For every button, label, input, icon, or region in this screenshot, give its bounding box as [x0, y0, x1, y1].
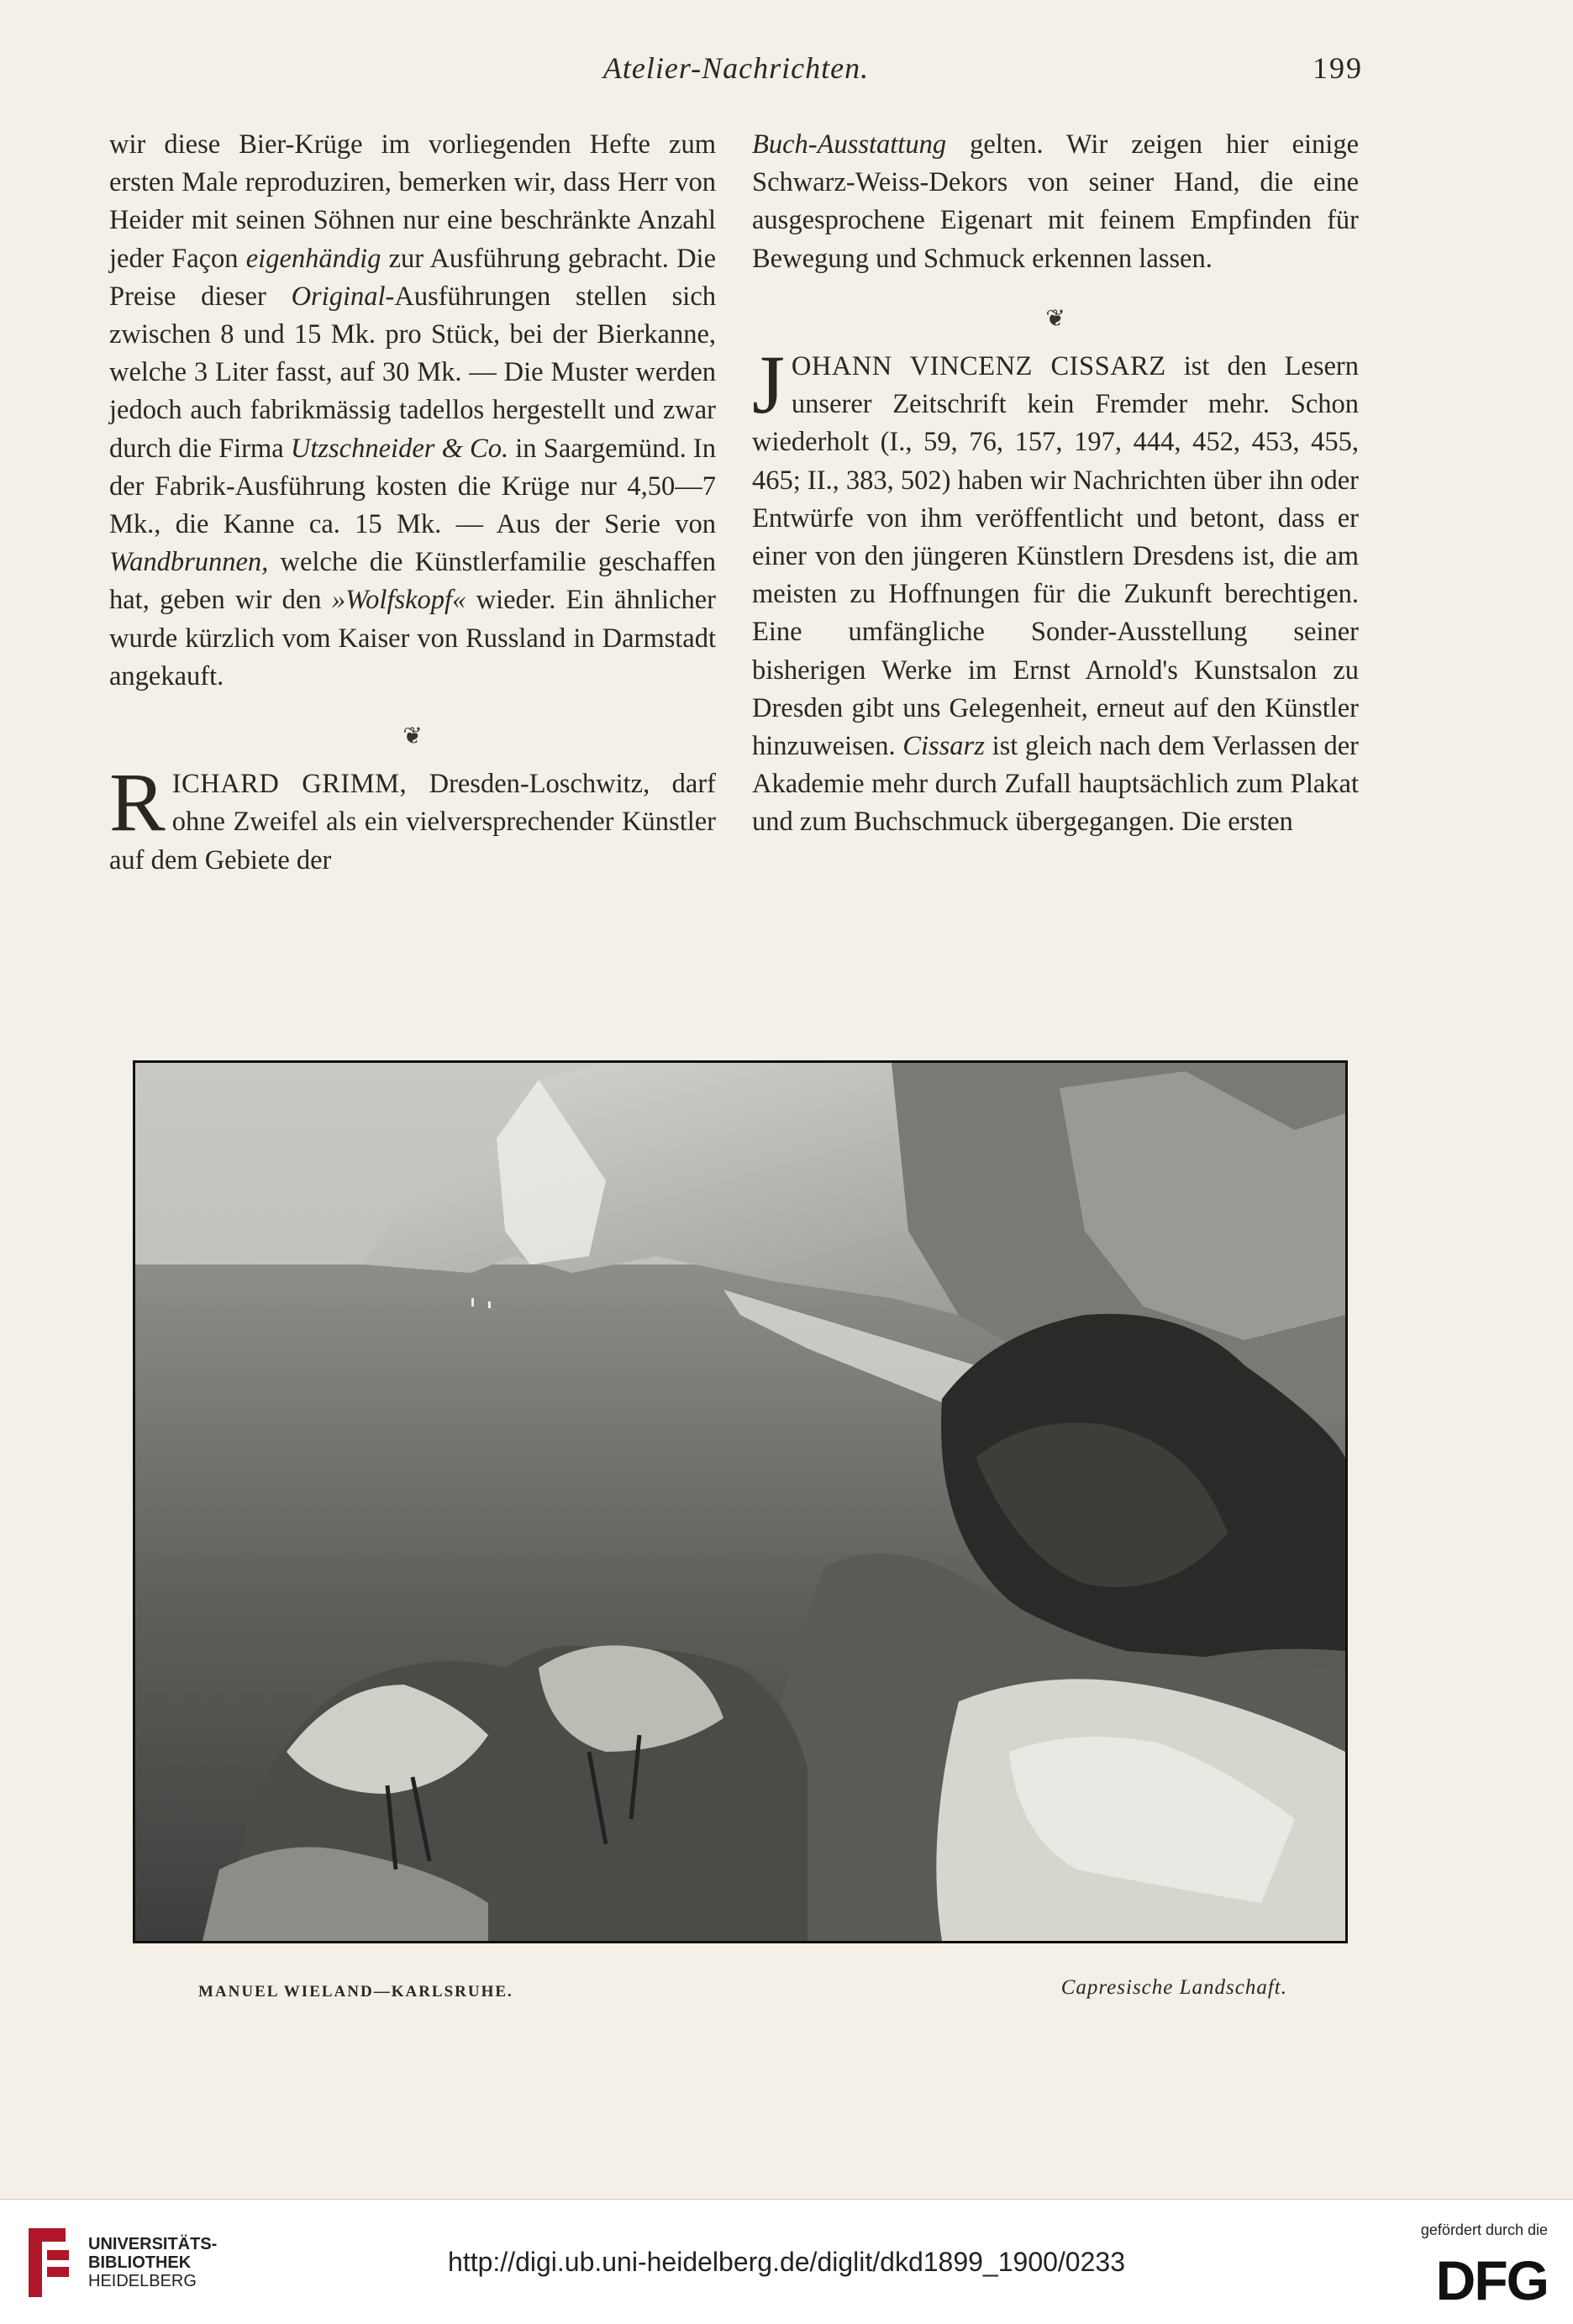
permalink-url[interactable]: http://digi.ub.uni-heidelberg.de/diglit/dkd1899_1900/0233: [448, 2247, 1125, 2277]
dfg-logo: DFG: [1435, 2249, 1548, 2311]
drop-cap: J: [752, 338, 785, 432]
left-column: [109, 126, 716, 880]
right-column: [752, 126, 1359, 842]
running-head: [109, 50, 1363, 92]
right-paragraph-2: JOHANN VINCENZ CISSARZ ist den Lesern unserer Zeitschrift kein Fremder mehr. Schon wiederholt (I., 59, 76, 157, 197, 444, 452, 453, 455, 465; II., 383, 502) haben wir Nachrichten über ihn oder Entwürfe von ihm veröffentlicht und betont, dass er einer von den jüngeren Künstlern Dresdens ist, die am meisten zu Hoffnungen für die Zukunft berechtigen. Eine umfängliche Sonder-Ausstellung seiner bisherigen Werke im Ernst Arnold's Kunstsalon zu Dresden gibt uns Gelegenheit, erneut auf den Künstler hinzuweisen. Cissarz ist gleich nach dem Verlassen der Akademie mehr durch Zufall hauptsächlich zum Plakat und zum Buchschmuck übergegangen. Die ersten: [752, 338, 1360, 838]
funded-by-label: gefördert durch die: [1420, 2221, 1548, 2238]
fleuron-ornament: ❦: [1045, 305, 1065, 332]
left-paragraph-2: RICHARD GRIMM, Dresden-Loschwitz, darf ohne Zweifel als ein vielversprechender Künstler auf dem Gebiete der: [109, 755, 716, 875]
fleuron-ornament: ❦: [402, 723, 423, 750]
landscape-plate: [133, 1060, 1348, 1943]
right-paragraph-1: Buch-Ausstattung gelten. Wir zeigen hier einige Schwarz-Weiss-Dekors von seiner Hand, die eine ausgesprochene Eigenart mit feinem Empfinden für Bewegung und Schmuck erkennen lassen.: [752, 129, 1359, 274]
plate-caption-artist: MANUEL WIELAND—KARLSRUHE.: [198, 1983, 513, 2001]
plate-caption-title: Capresische Landschaft.: [1060, 1976, 1287, 1999]
left-paragraph-1: wir diese Bier-Krüge im vorliegenden Hefte zum ersten Male reproduziren, bemerken wir, dass Herr von Heider mit seinen Söhnen nur eine beschränkte Anzahl jeder Façon eigenhändig zur Ausführung gebracht. Die Preise dieser Original-Ausführungen stellen sich zwischen 8 und 15 Mk. pro Stück, bei der Bierkanne, welche 3 Liter fasst, auf 30 Mk. — Die Muster werden jedoch auch fabrikmässig tadellos hergestellt und zwar durch die Firma Utzschneider & Co. in Saargemünd. In der Fabrik-Ausführung kosten die Krüge nur 4,50—7 Mk., die Kanne ca. 15 Mk. — Aus der Serie von Wandbrunnen, welche die Künstlerfamilie geschaffen hat, geben wir den »Wolfskopf« wieder. Ein ähnlicher wurde kürzlich vom Kaiser von Russland in Darmstadt angekauft.: [109, 129, 717, 691]
drop-cap: R: [109, 755, 166, 849]
page-number: 199: [1313, 51, 1363, 85]
digitization-footer: [0, 2199, 1573, 2324]
library-name: UNIVERSITÄTS- BIBLIOTHEK HEIDELBERG: [88, 2235, 218, 2290]
landscape-painting: [135, 1063, 1345, 1941]
running-title: Atelier-Nachrichten.: [602, 51, 870, 85]
